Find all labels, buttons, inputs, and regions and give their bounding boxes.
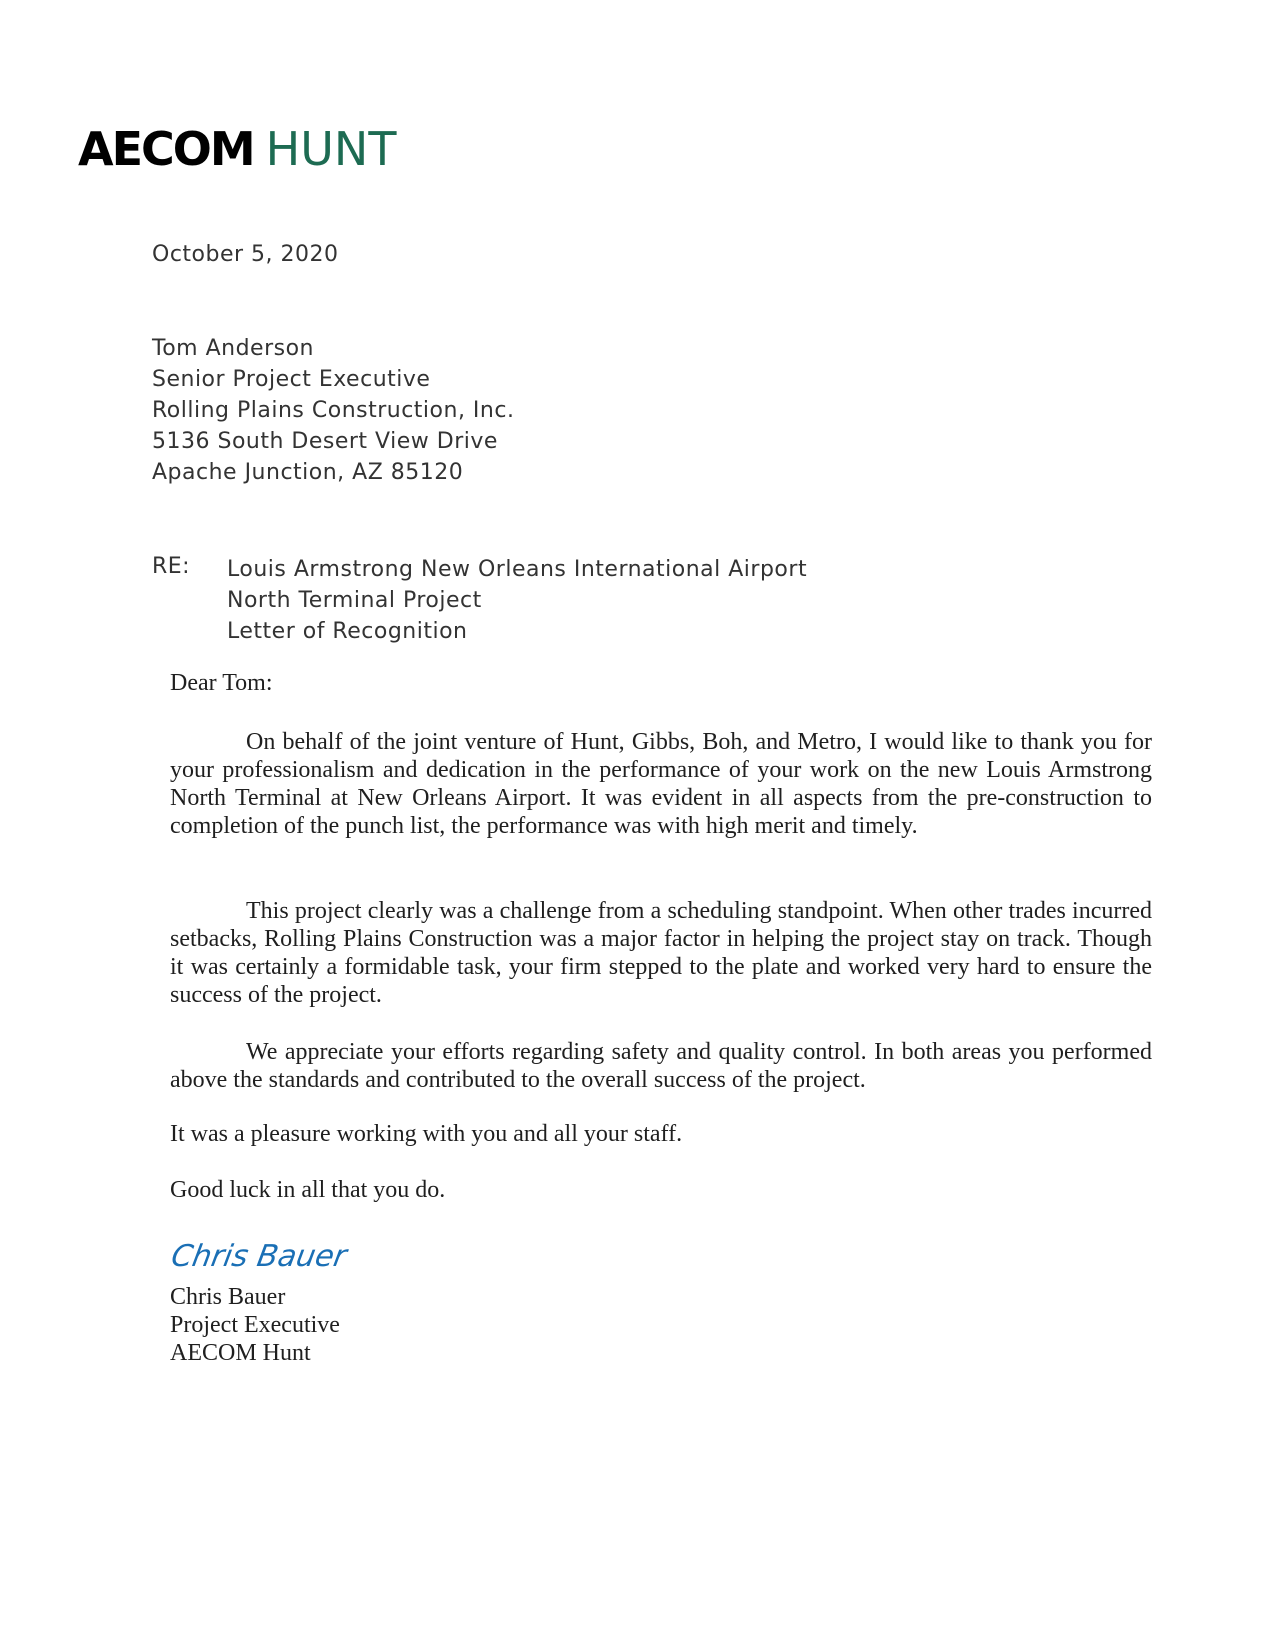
recipient-name: Tom Anderson xyxy=(152,336,314,361)
re-line-1: Louis Armstrong New Orleans International Airport xyxy=(227,557,808,582)
signer-block xyxy=(170,1283,340,1367)
re-line-2: North Terminal Project xyxy=(227,588,482,613)
handwritten-signature xyxy=(168,1232,350,1280)
logo-aecom-text: AECOM xyxy=(78,122,254,176)
signer-company: AECOM Hunt xyxy=(170,1340,311,1366)
salutation: Dear Tom: xyxy=(170,670,273,696)
aecom-hunt-logo xyxy=(78,122,396,182)
body-paragraph-4: It was a pleasure working with you and all your staff. xyxy=(170,1121,683,1147)
body-paragraph-1: On behalf of the joint venture of Hunt, Gibbs, Boh, and Metro, I would like to thank you for your professionalism and dedication in the performance of your work on the new Louis Armstrong North Terminal at New Orleans Airport. It was evident in all aspects from the pre-construction to completion of the punch list, the performance was with high merit and timely. xyxy=(170,729,1152,839)
signer-name: Chris Bauer xyxy=(170,1284,286,1310)
recipient-title: Senior Project Executive xyxy=(152,367,431,392)
body-paragraph-3: We appreciate your efforts regarding safety and quality control. In both areas you performed above the standards and contributed to the overall success of the project. xyxy=(170,1039,1152,1093)
re-line-3: Letter of Recognition xyxy=(227,619,468,644)
logo-hunt-text: HUNT xyxy=(265,122,397,176)
signature-text: Chris Bauer xyxy=(168,1239,350,1274)
signer-title: Project Executive xyxy=(170,1312,340,1338)
re-subject xyxy=(227,554,807,647)
body-paragraph-2: This project clearly was a challenge from a scheduling standpoint. When other trades incurred setbacks, Rolling Plains Construction was a major factor in helping the project stay on track. Though it was certainly a formidable task, your firm stepped to the plate and worked very hard to ensure the success of the project. xyxy=(170,898,1152,1008)
recipient-company: Rolling Plains Construction, Inc. xyxy=(152,398,515,423)
re-label: RE: xyxy=(152,554,191,579)
recipient-street: 5136 South Desert View Drive xyxy=(152,429,498,454)
body-paragraph-5: Good luck in all that you do. xyxy=(170,1177,446,1203)
recipient-address xyxy=(152,333,514,488)
recipient-city-state-zip: Apache Junction, AZ 85120 xyxy=(152,460,464,485)
letter-date: October 5, 2020 xyxy=(152,242,339,267)
